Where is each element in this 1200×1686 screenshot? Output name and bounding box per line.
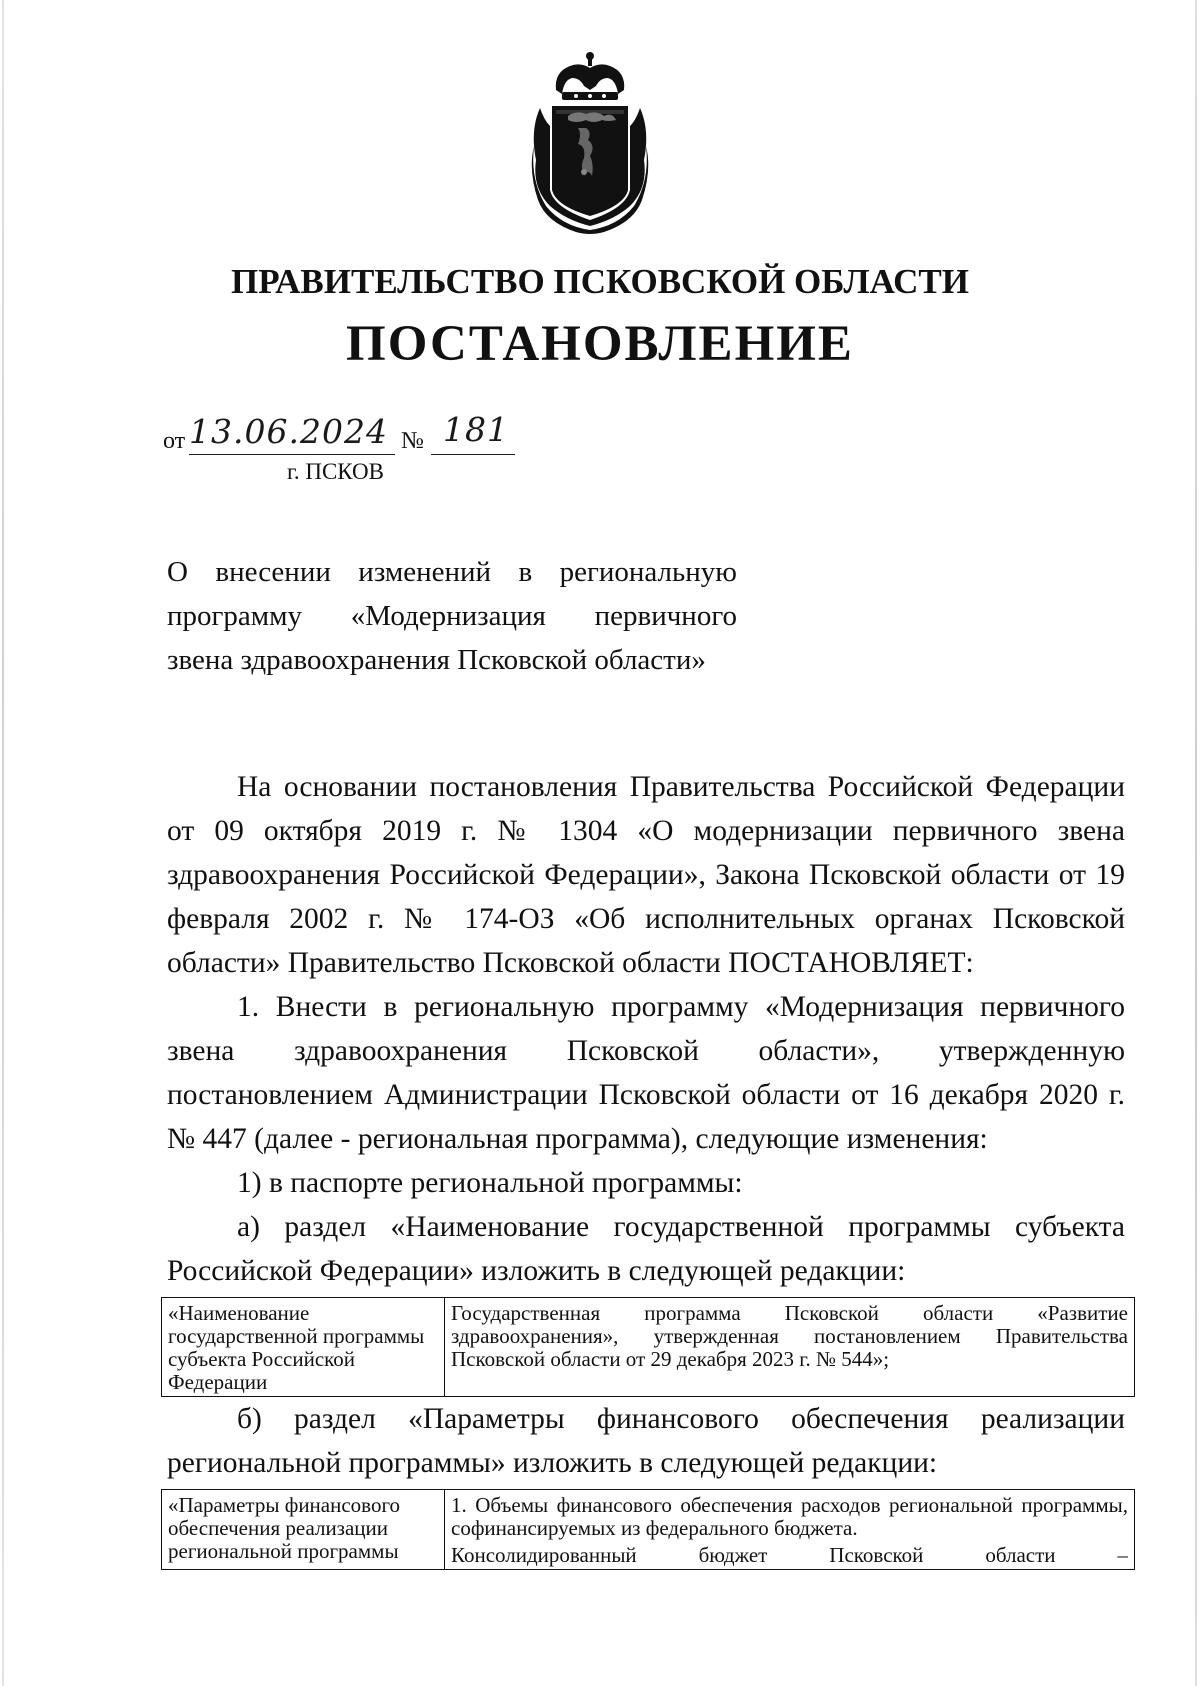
date-underline [189, 454, 395, 455]
paragraph-1-1-a: а) раздел «Наименование государственной программы субъекта Российской Федерации» изложить в следующей редакции: [167, 1211, 1125, 1287]
program-name-table [161, 1297, 1135, 1397]
number-prefix: № [401, 428, 424, 454]
paragraph-1-1-b: б) раздел «Параметры финансового обеспечения реализации региональной программы» изложить в следующей редакции: [167, 1403, 1125, 1479]
date-handwritten: 13.06.2024 [189, 412, 388, 451]
table-cell-label: «Параметры финансового обеспечения реализации региональной программы [162, 1490, 445, 1570]
subject-line-1: О внесении изменений в региональную [167, 556, 737, 588]
subject-line-3: звена здравоохранения Псковской области» [167, 644, 706, 676]
scan-edge-right [1195, 0, 1197, 1686]
pskov-region-coat-of-arms-icon [526, 50, 654, 236]
table-cell-value [445, 1490, 1135, 1570]
financing-text-1: 1. Объемы финансового обеспечения расходов региональной программы, софинансируемых из федерального бюджета. [451, 1493, 1128, 1540]
number-underline [431, 454, 515, 455]
date-prefix: от [163, 428, 186, 454]
financing-table [161, 1489, 1135, 1570]
scan-edge-left [2, 0, 4, 1686]
paragraph-1: 1. Внести в региональную программу «Модернизация первичного звена здравоохранения Псковской области», утвержденную постановлением Администрации Псковской области от 16 декабря 2020 г. № 447 (далее - региональная программа), следующие изменения: [167, 991, 1125, 1155]
table-cell-label: «Наименование государственной программы субъекта Российской Федерации [162, 1298, 445, 1397]
document-subject [167, 550, 737, 682]
financing-text-2: Консолидированный бюджет Псковской области – [451, 1544, 1128, 1567]
table-cell-value: Государственная программа Псковской области «Развитие здравоохранения», утвержденная постановлением Правительства Псковской области от 29 декабря 2023 г. № 544»; [445, 1298, 1135, 1397]
paragraph-1-1: 1) в паспорте региональной программы: [237, 1167, 743, 1199]
number-handwritten: 181 [443, 410, 509, 449]
city-label: г. ПСКОВ [287, 459, 385, 484]
document-body [167, 765, 1128, 1570]
paragraph-basis: На основании постановления Правительства Российской Федерации от 09 октября 2019 г. № 1304 «О модернизации первичного звена здравоохранения Российской Федерации», Закона Псковской области от 19 февраля 2002 г. № 174-ОЗ «Об исполнительных органах Псковской области» Правительство Псковской области ПОСТАНОВЛЯЕТ: [167, 771, 1125, 979]
subject-line-2: программу «Модернизация первичного [167, 600, 737, 632]
table-row [162, 1298, 1135, 1397]
document-type-title: ПОСТАНОВЛЕНИЕ [346, 316, 854, 372]
table-row [162, 1490, 1135, 1570]
organization-title: ПРАВИТЕЛЬСТВО ПСКОВСКОЙ ОБЛАСТИ [231, 262, 969, 301]
